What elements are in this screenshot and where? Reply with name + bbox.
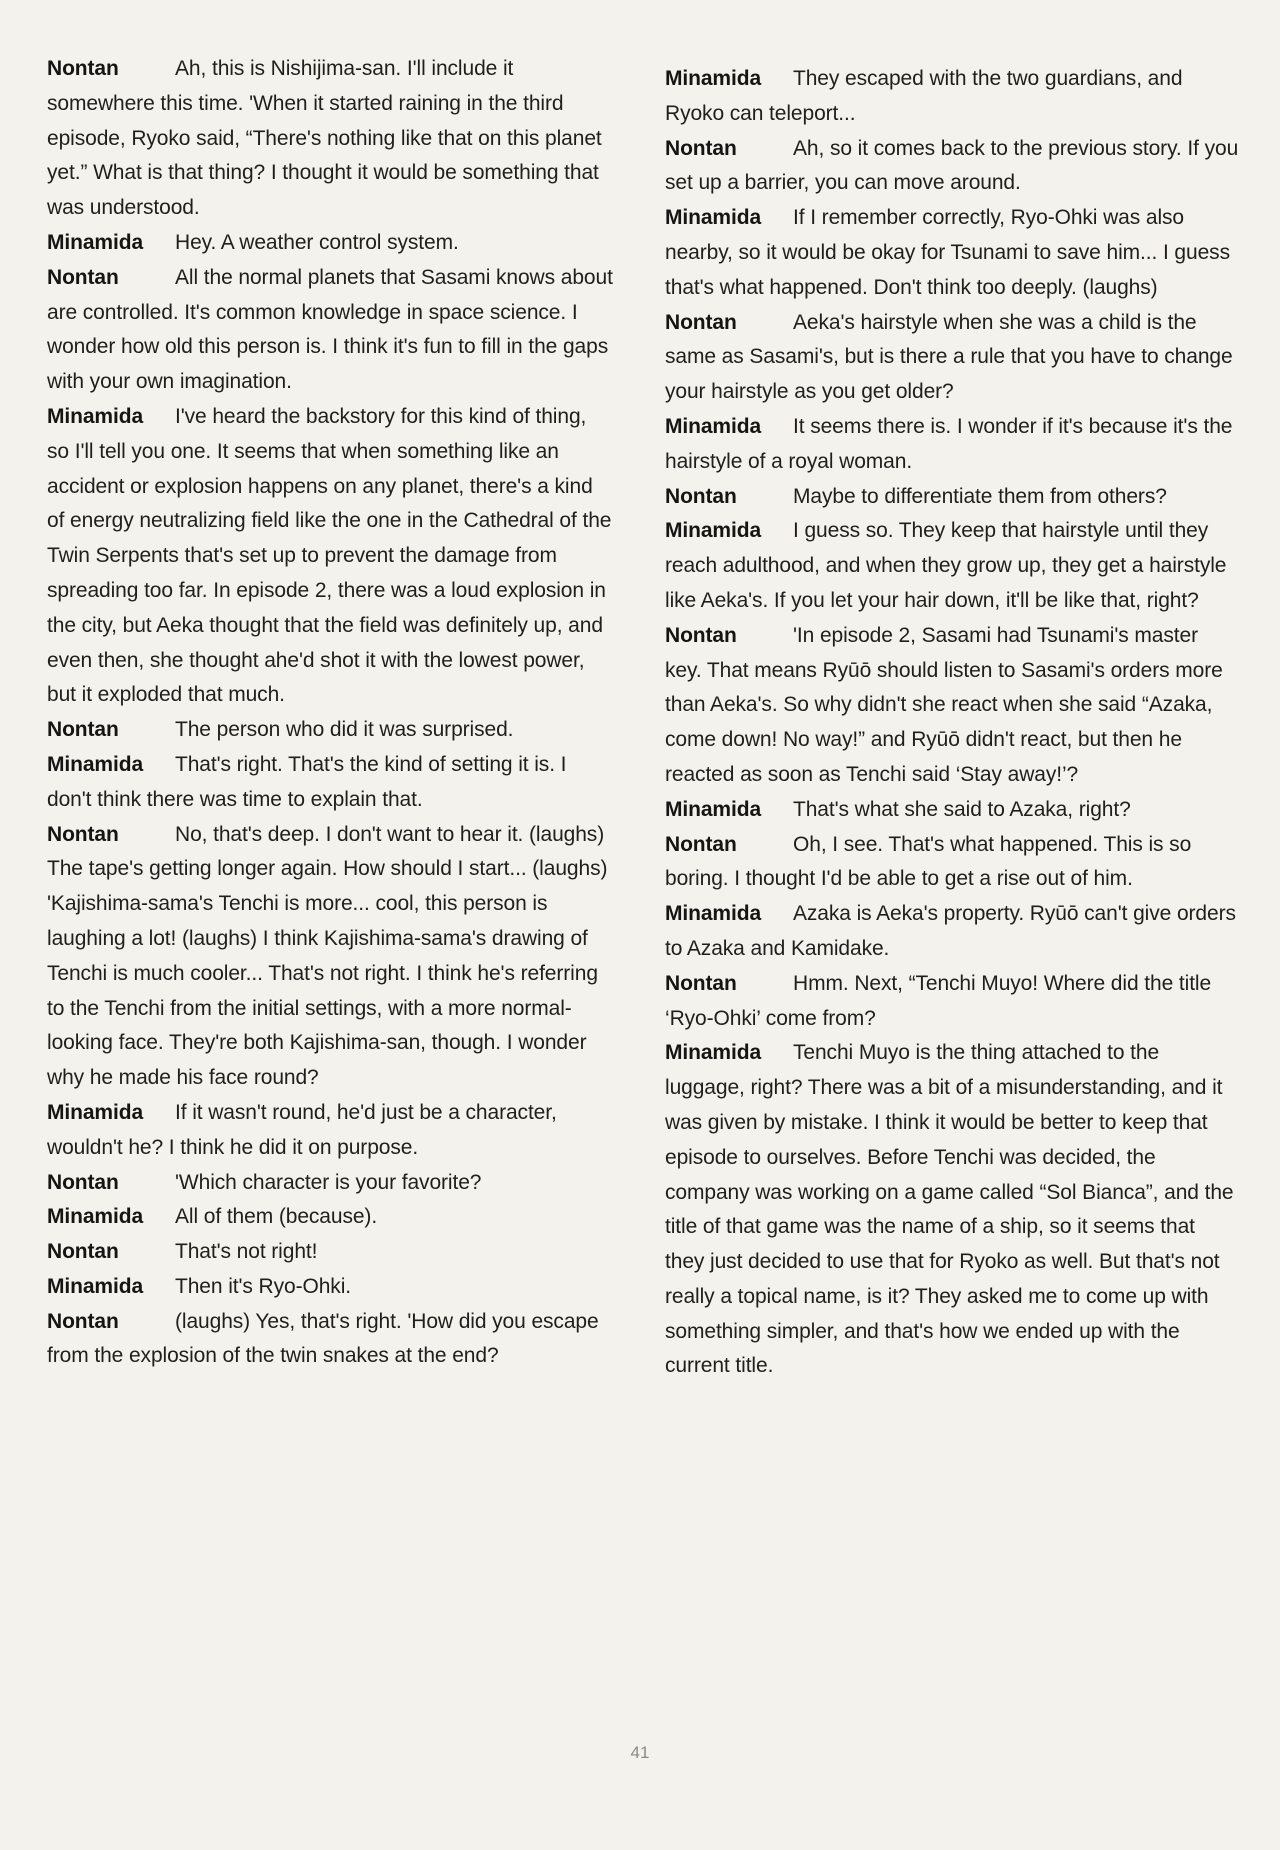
dialogue-turn: [665, 793, 1239, 828]
speech-text: Oh, I see. That's what happened. This is so boring. I thought I'd be able to get a rise out of him.: [665, 832, 1192, 891]
speech-text: Aeka's hairstyle when she was a child is the same as Sasami's, but is there a rule that you have to change your hairstyle as you get older?: [665, 310, 1233, 404]
speaker-name: Minamida: [47, 1205, 144, 1229]
dialogue-turn: [665, 410, 1239, 480]
speech-text: If it wasn't round, he'd just be a character, wouldn't he? I think he did it on purpose.: [47, 1100, 557, 1159]
speech-text: That's not right!: [175, 1240, 318, 1264]
speaker-name: Nontan: [665, 971, 737, 995]
speaker-name: Minamida: [47, 752, 144, 776]
dialogue-turn: [665, 1036, 1239, 1384]
speech-text: Maybe to differentiate them from others?: [793, 484, 1167, 508]
page-number: 41: [630, 1743, 650, 1762]
speech-text: That's right. That's the kind of setting it is. I don't think there was time to explain that.: [47, 752, 567, 811]
speech-text: No, that's deep. I don't want to hear it. (laughs) The tape's getting longer again. How should I start... (laughs) 'Kajishima-sama's Tenchi is more... cool, this person is laughing a lot! (laughs) I think Kajishima-sama's drawing of Tenchi is much cooler... That's not right. I think he's referring to the Tenchi from the initial settings, with a more normal-looking face. They're both Kajishima-san, though. I wonder why he made his face round?: [47, 822, 608, 1090]
speaker-name: Nontan: [47, 265, 119, 289]
speech-text: That's what she said to Azaka, right?: [793, 797, 1131, 821]
speaker-name: Minamida: [47, 404, 144, 428]
speech-text: 'Which character is your favorite?: [175, 1170, 482, 1194]
speaker-name: Nontan: [47, 718, 119, 742]
speech-text: If I remember correctly, Ryo-Ohki was also nearby, so it would be okay for Tsunami to save him... I guess that's what happened. Don't think too deeply. (laughs): [665, 206, 1230, 299]
dialogue-turn: [665, 480, 1239, 515]
text-column-right: [665, 62, 1239, 1384]
speaker-name: Minamida: [47, 1100, 144, 1124]
speaker-name: Nontan: [665, 623, 737, 647]
speaker-name: Nontan: [665, 832, 737, 856]
dialogue-turn: [47, 1166, 613, 1201]
dialogue-turn: [665, 514, 1239, 618]
dialogue-turn: [47, 818, 613, 1096]
speech-text: I've heard the backstory for this kind of thing, so I'll tell you one. It seems that when something like an accident or explosion happens on any planet, there's a kind of energy neutralizing field like the one in the Cathedral of the Twin Serpents that's set up to prevent the damage from spreading too far. In episode 2, there was a loud explosion in the city, but Aeka thought that the field was definitely up, and even then, she thought ahe'd shot it with the lowest power, but it exploded that much.: [47, 404, 612, 707]
speech-text: Tenchi Muyo is the thing attached to the luggage, right? There was a bit of a misunderstanding, and it was given by mistake. I think it would be better to keep that episode to ourselves. Before Tenchi was decided, the company was working on a game called “Sol Bianca”, and the title of that game was the name of a ship, so it seems that they just decided to use that for Ryoko as well. But that's not really a topical name, is it? They asked me to come up with something simpler, and that's how we ended up with the current title.: [665, 1041, 1234, 1378]
dialogue-turn: [665, 828, 1239, 898]
dialogue-turn: [665, 62, 1239, 132]
speaker-name: Nontan: [47, 822, 119, 846]
speech-text: Ah, this is Nishijima-san. I'll include it somewhere this time. 'When it started raining in the third episode, Ryoko said, “There's nothing like that on this planet yet.” What is that thing? I thought it would be something that was understood.: [47, 57, 602, 220]
dialogue-turn: [665, 201, 1239, 305]
speech-text: Ah, so it comes back to the previous story. If you set up a barrier, you can move around.: [665, 136, 1239, 195]
speech-text: They escaped with the two guardians, and Ryoko can teleport...: [665, 67, 1183, 125]
speech-text: Azaka is Aeka's property. Ryūō can't give orders to Azaka and Kamidake.: [665, 902, 1236, 960]
dialogue-turn: [665, 619, 1239, 793]
dialogue-turn: [665, 306, 1239, 410]
speech-text: 'In episode 2, Sasami had Tsunami's master key. That means Ryūō should listen to Sasami's orders more than Aeka's. So why didn't she react when she said “Azaka, come down! No way!” and Ryūō didn't react, but then he reacted as soon as Tenchi said ‘Stay away!’?: [665, 623, 1223, 786]
speaker-name: Nontan: [665, 310, 737, 334]
speech-text: (laughs) Yes, that's right. 'How did you escape from the explosion of the twin snakes at the end?: [47, 1309, 599, 1368]
dialogue-turn: [47, 400, 613, 713]
speaker-name: Minamida: [665, 414, 762, 438]
speech-text: Hmm. Next, “Tenchi Muyo! Where did the title ‘Ryo-Ohki’ come from?: [665, 971, 1212, 1030]
dialogue-turn: [47, 1235, 613, 1270]
dialogue-turn: [47, 226, 613, 261]
speaker-name: Nontan: [47, 57, 119, 80]
dialogue-turn: [47, 261, 613, 400]
speech-text: Hey. A weather control system.: [175, 230, 459, 254]
speaker-name: Minamida: [47, 1274, 144, 1298]
dialogue-turn: [47, 748, 613, 818]
speaker-name: Minamida: [47, 230, 144, 254]
dialogue-turn: [665, 132, 1239, 202]
speaker-name: Minamida: [665, 67, 762, 90]
speech-text: All the normal planets that Sasami knows about are controlled. It's common knowledge in space science. I wonder how old this person is. I think it's fun to fill in the gaps with your own imagination.: [47, 265, 613, 394]
dialogue-turn: [47, 713, 613, 748]
speaker-name: Minamida: [665, 519, 762, 543]
speech-text: The person who did it was surprised.: [175, 718, 514, 742]
speaker-name: Minamida: [665, 1041, 762, 1065]
speech-text: All of them (because).: [175, 1205, 378, 1229]
dialogue-turn: [665, 897, 1239, 967]
speaker-name: Nontan: [665, 136, 737, 160]
speaker-name: Nontan: [47, 1240, 119, 1264]
speaker-name: Minamida: [665, 797, 762, 821]
dialogue-turn: [47, 1200, 613, 1235]
text-column-left: [47, 52, 613, 1374]
speaker-name: Minamida: [665, 206, 762, 230]
speaker-name: Nontan: [47, 1309, 119, 1333]
speech-text: I guess so. They keep that hairstyle until they reach adulthood, and when they grow up, they get a hairstyle like Aeka's. If you let your hair down, it'll be like that, right?: [665, 519, 1227, 612]
dialogue-turn: [47, 1270, 613, 1305]
speech-text: It seems there is. I wonder if it's because it's the hairstyle of a royal woman.: [665, 414, 1233, 473]
speech-text: Then it's Ryo-Ohki.: [175, 1274, 351, 1298]
dialogue-turn: [47, 1305, 613, 1375]
speaker-name: Nontan: [47, 1170, 119, 1194]
dialogue-turn: [47, 1096, 613, 1166]
speaker-name: Nontan: [665, 484, 737, 508]
speaker-name: Minamida: [665, 902, 762, 926]
dialogue-turn: [665, 967, 1239, 1037]
dialogue-turn: [47, 52, 613, 226]
